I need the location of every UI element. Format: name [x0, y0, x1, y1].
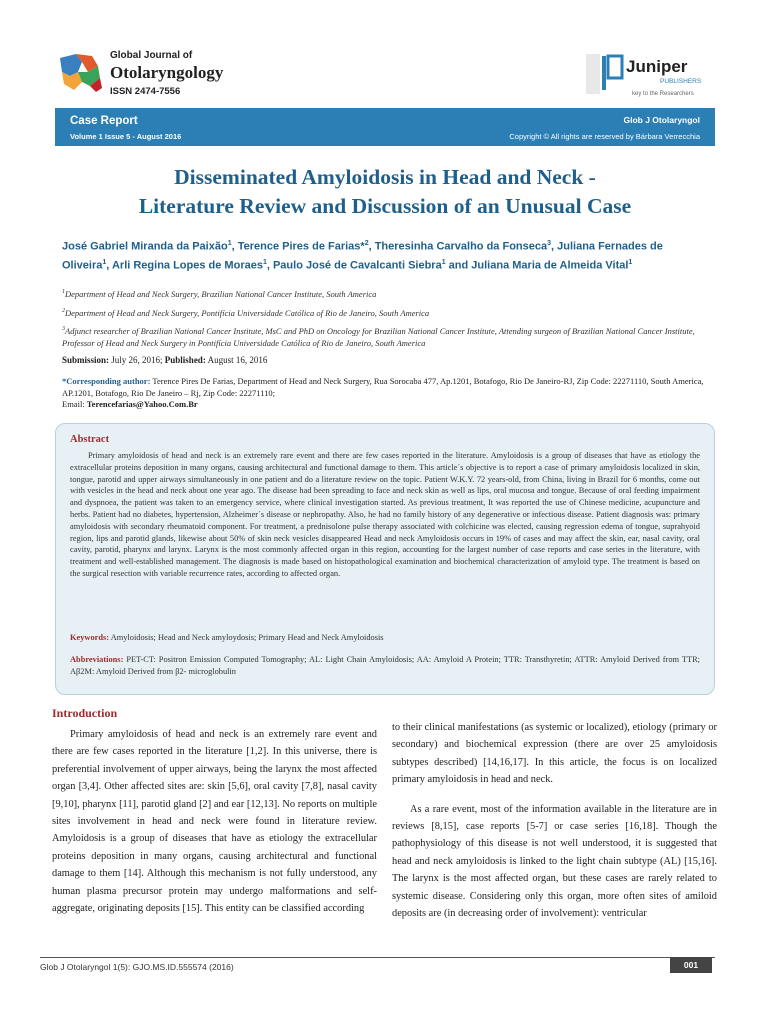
article-type: Case Report [70, 115, 138, 127]
affiliation-3: $^3$Adjunct researcher of Brazilian National Cancer Institute, MsC and PhD on Oncology for Brazilian National Cancer Institute, Attending surgeon of Brazilian National Cancer Institute, Professor of Head and Neck Surgery in Pontifícia Universidade Católica of Rio de Janeiro, South America [62, 325, 695, 348]
title-line-2: Literature Review and Discussion of an Unusual Case [138, 194, 632, 218]
keywords: Keywords: Amyloidosis; Head and Neck amyloydosis; Primary Head and Neck Amyloidosis [70, 633, 384, 642]
page-number: 001 [670, 957, 712, 973]
publisher-logo-sub: PUBLISHERS [660, 78, 702, 85]
article-title [40, 163, 730, 221]
journal-map-logo [52, 52, 104, 92]
publisher-tagline: key to the Researchers [632, 91, 694, 97]
abstract-text: Primary amyloidosis of head and neck is an extremely rare event and there are few cases reported in the literature. Amyloidosis is a group of diseases that have as etiology the extracellular proteins deposition in many organs, causing architectural and functional damage to them. This article´s objective is to report a case of primary amyloidosis localized in skin, tongue, parotid and upper airways simultaneously in one patient and do a literature review on the topic. Patient W.K.Y. 72 years-old, from China, living in Brazil for 6 months, come out with vesicles in the head and neck about one year ago. The disease had been spreading to face and neck skin as well as lips, oral mucosa and tongue. Because of oral feeding impairment and dyspnoea, the patient was taken to an emergency service, where clinical investigation started. As previous treatment, It was reported the use of Chinese medicine, acupuncture and herbs. Patient had no diabetes, hypertension, Alzheimer´s disease or nephropathy. Also, he had no family history of any degenerative or infectious disease. Patient diagnosis was: primary amyloidosis with secondary rheumatoid component. For treatment, a prednisolone pulse therapy associated with colchicine was elected, causing regression edema of tongue, suprahyoid region, lips and parotid glands, likewise about 50% of skin neck vesicles disappeared Head and neck Amyloidosis occurs in 19% of cases and may affect the skin, ear, nasal cavity, oral cavity, parotid, pharynx and larynx. Larynx is the most commonly affected organ in this region, accounting for the largest number of case reports and case series in the literature, with treatment and well-established management. The diagnosis is made based on histopathological examination and biochemical characterization of amyloid type. The treatment is based on the surgical resection with variable recurrence rates, according to affected organ. [70, 451, 700, 578]
abbreviations: Abbreviations: PET-CT: Positron Emission Computed Tomography; AL: Light Chain Amyloidosis; AA: Amyloid A Protein; TTR: Transthyretin; ATTR: Amyloid Derived from TTR; Aβ2M: Amyloid Derived from β2- microglobulin [70, 655, 700, 676]
abstract-heading: Abstract [70, 434, 110, 445]
author-list: José Gabriel Miranda da Paixão$^1$, Terence Pires de Farias*$^2$, Theresinha Carvalho da Fonseca$^3$, Juliana Fernades de Oliveira$^1$, Arli Regina Lopes de Moraes$^1$, Paulo José de Cavalcanti Siebra$^1$ and Juliana Maria de Almeida Vital$^1$ [62, 240, 663, 272]
abstract-box [55, 423, 715, 695]
journal-name: Otolaryngology [110, 63, 224, 82]
copyright: Copyright © All rights are reserved by Bárbara Verrecchia [509, 132, 700, 141]
left-column [52, 726, 377, 917]
footer-citation: Glob J Otolaryngol 1(5): GJO.MS.ID.555574 (2016) [40, 962, 234, 972]
right-column [392, 719, 717, 922]
intro-paragraph-1: Primary amyloidosis of head and neck is an extremely rare event and there are few cases reported in the literature [1,2]. In this universe, there is preferential involvement of upper airways, being the larynx the most affected organ [3,4]. Other affected sites are: skin [5,6], oral cavity [7,8], nasal cavity [9,10], pharynx [11], parotid gland [2] and ear [12,13]. No reports on multiple sites involvement in head and neck were found in literature review. Amyloidosis is a group of diseases that have as etiology the extracellular proteins deposition in many organs, causing architectural and functional damage to them [14]. Although this mechanism is not fully understood, any human plasma precursor protein may undergo malformations and self-aggregate, originating deposits [15]. This entity can be classified according [52, 729, 377, 915]
affiliation-1: $^1$Department of Head and Neck Surgery, Brazilian National Cancer Institute, South America [62, 288, 377, 299]
juniper-logo-icon [586, 50, 716, 100]
title-line-1: Disseminated Amyloidosis in Head and Neck - [174, 165, 596, 189]
intro-paragraph-2: to their clinical manifestations (as systemic or localized), etiology (primary or secondary) and biochemical expression (there are over 25 amyloidosis subtypes described) [14,16,17]. In this article, the focus is on localized primary amyloidosis in head and neck. [392, 722, 717, 786]
journal-name-small: Global Journal of [110, 50, 193, 61]
affiliation-2: $^2$Department of Head and Neck Surgery, Pontifícia Universidade Católica of Rio de Janeiro, South America [62, 307, 430, 318]
issn: ISSN 2474-7556 [110, 86, 181, 97]
intro-paragraph-3: As a rare event, most of the information available in the literature are in reviews [8,15], case reports [5-7] or case series [16,18]. Though the pathophysiology of this disease is not well understood, it is suggested that head and neck amyloidosis is linked to the light chain subtype (AL) [15,16]. The larynx is the most affected organ, but these cases are rarely related to systemic disease. Considering only this organ, more often sites of amiloid deposits are (in decreasing order of involvement): ventricular [392, 803, 717, 920]
volume-info: Volume 1 Issue 5 - August 2016 [70, 132, 182, 141]
submission-dates: Submission: July 26, 2016; Published: August 16, 2016 [62, 355, 268, 365]
publisher-logo-text: Juniper [626, 57, 688, 76]
article-banner [55, 108, 715, 146]
publisher-logo [586, 50, 716, 100]
author-email[interactable]: Terencefarias@Yahoo.Com.Br [86, 399, 198, 409]
corresponding-author: *Corresponding author: Terence Pires De Farias, Department of Head and Neck Surgery, Rua Sorocaba 477, Ap.1201, Botafogo, Rio De Janeiro-RJ, Zip Code: 22271110, South America, AP.1201, Botafogo, Rio De Janeiro – Rj, Zip Code: 22271110; Email: Terencefarias@Yahoo.Com.Br [62, 376, 704, 409]
introduction-heading: Introduction [52, 706, 118, 720]
footer-divider [40, 957, 715, 958]
journal-abbreviation: Glob J Otolaryngol [623, 115, 700, 125]
